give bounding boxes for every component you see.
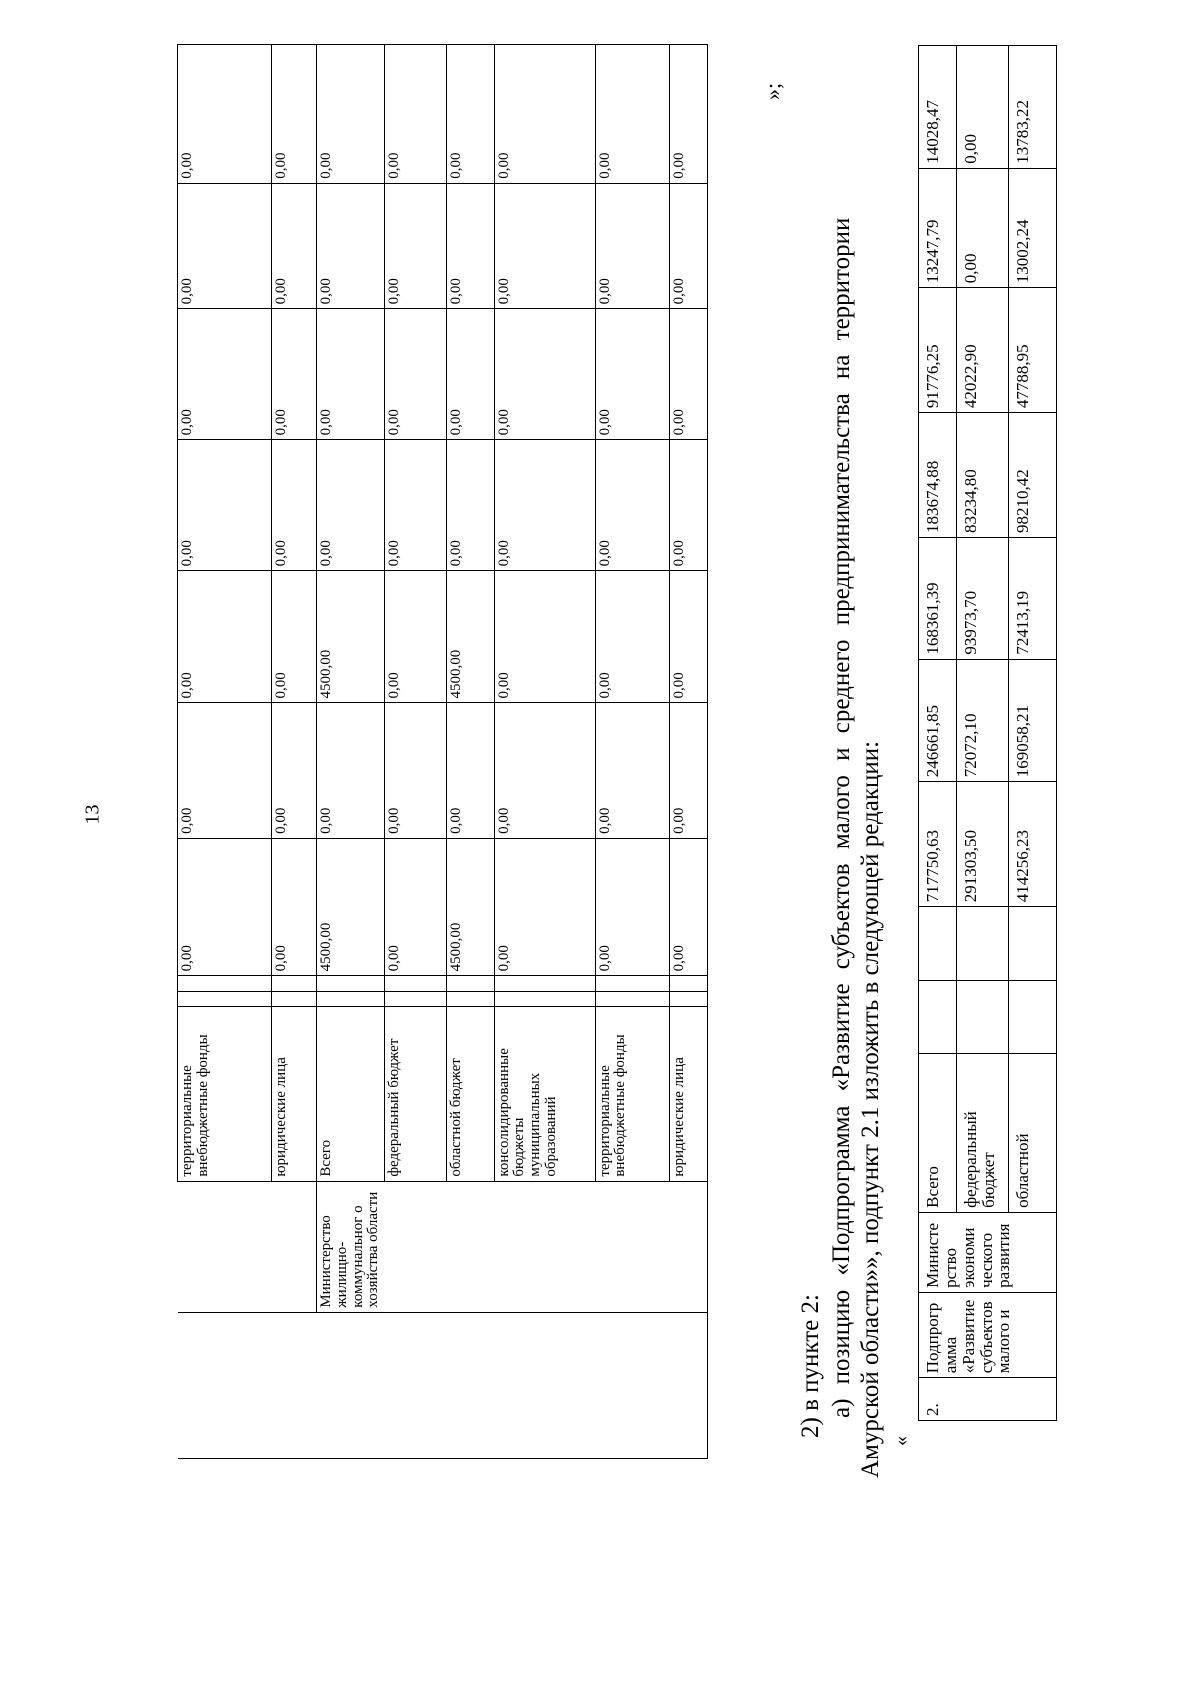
spacer-cell	[595, 991, 669, 1006]
responsible-cell	[595, 1181, 669, 1312]
value-cell: 0,00	[178, 703, 272, 838]
spacer-cell	[494, 976, 595, 991]
value-cell: 0,00	[178, 183, 272, 309]
row-number-cell	[446, 1312, 494, 1458]
value-cell: 14028,47	[919, 46, 957, 169]
value-cell: 0,00	[446, 183, 494, 309]
value-cell: 0,00	[494, 45, 595, 184]
table-row	[317, 45, 385, 1459]
amendment-point: 2) в пункте 2:	[797, 1294, 824, 1438]
funding-source-cell: областной бюджет	[446, 1006, 494, 1181]
row-number-cell	[384, 1312, 446, 1458]
value-cell: 0,00	[446, 440, 494, 571]
funding-source-cell: федеральный бюджет	[957, 1054, 1009, 1213]
value-cell: 0,00	[446, 703, 494, 838]
funding-source-cell: юридические лица	[272, 1006, 317, 1181]
value-cell: 246661,85	[919, 659, 957, 782]
value-cell: 72072,10	[957, 659, 1009, 782]
value-cell: 0,00	[272, 571, 317, 703]
value-cell: 0,00	[317, 440, 385, 571]
value-cell: 0,00	[494, 703, 595, 838]
opening-quote: «	[890, 1436, 912, 1446]
value-cell: 0,00	[317, 183, 385, 309]
value-cell: 0,00	[669, 703, 707, 838]
value-cell: 0,00	[384, 45, 446, 184]
value-cell: 0,00	[384, 309, 446, 440]
value-cell: 0,00	[178, 440, 272, 571]
value-cell: 4500,00	[317, 571, 385, 703]
responsible-cell: Министерство жилищно-коммунальног о хозяйства области	[317, 1181, 385, 1312]
row-number-cell	[272, 1312, 317, 1458]
spacer-cell	[317, 991, 385, 1006]
funding-source-cell: территориальные внебюджетные фонды	[178, 1006, 272, 1181]
empty-cell	[919, 907, 957, 980]
value-cell: 13002,24	[1009, 168, 1057, 287]
spacer-cell	[178, 991, 272, 1006]
value-cell: 168361,39	[919, 537, 957, 659]
spacer-cell	[669, 976, 707, 991]
table-row	[272, 45, 317, 1459]
row-number-cell: 2.	[919, 1378, 1057, 1421]
responsible-cell	[494, 1181, 595, 1312]
value-cell: 0,00	[272, 45, 317, 184]
value-cell: 4500,00	[446, 838, 494, 976]
empty-cell	[919, 980, 957, 1053]
value-cell: 0,00	[595, 183, 669, 309]
spacer-cell	[494, 991, 595, 1006]
value-cell: 183674,88	[919, 413, 957, 538]
value-cell: 0,00	[595, 45, 669, 184]
responsible-cell	[384, 1181, 446, 1312]
spacer-cell	[178, 976, 272, 991]
spacer-cell	[384, 976, 446, 991]
value-cell: 414256,23	[1009, 782, 1057, 907]
responsible-cell	[272, 1181, 317, 1312]
value-cell: 0,00	[317, 45, 385, 184]
value-cell: 42022,90	[957, 288, 1009, 413]
value-cell: 0,00	[595, 309, 669, 440]
funding-source-cell: территориальные внебюджетные фонды	[595, 1006, 669, 1181]
value-cell: 0,00	[494, 838, 595, 976]
row-number-cell	[595, 1312, 669, 1458]
table-row	[595, 45, 669, 1459]
value-cell: 0,00	[669, 183, 707, 309]
spacer-cell	[446, 976, 494, 991]
value-cell: 93973,70	[957, 537, 1009, 659]
value-cell: 0,00	[669, 838, 707, 976]
responsible-cell	[669, 1181, 707, 1312]
table-row	[494, 45, 595, 1459]
value-cell: 0,00	[595, 571, 669, 703]
table-row	[446, 45, 494, 1459]
value-cell: 0,00	[595, 440, 669, 571]
row-number-cell	[317, 1312, 385, 1458]
table-row	[919, 46, 957, 1421]
page-number: 13	[81, 804, 104, 825]
amendment-subpoint: а) позицию «Подпрограмма «Развитие субъектов малого и среднего предпринимательства на территории	[828, 217, 855, 1418]
spacer-cell	[384, 991, 446, 1006]
spacer-cell	[272, 991, 317, 1006]
value-cell: 0,00	[272, 309, 317, 440]
value-cell: 0,00	[957, 168, 1009, 287]
value-cell: 0,00	[669, 440, 707, 571]
value-cell: 0,00	[494, 309, 595, 440]
value-cell: 0,00	[178, 838, 272, 976]
empty-cell	[1009, 980, 1057, 1053]
value-cell: 4500,00	[446, 571, 494, 703]
responsible-cell	[446, 1181, 494, 1312]
table-row	[178, 45, 272, 1459]
funding-source-cell: юридические лица	[669, 1006, 707, 1181]
value-cell: 13783,22	[1009, 46, 1057, 169]
value-cell: 0,00	[317, 703, 385, 838]
value-cell: 72413,19	[1009, 537, 1057, 659]
value-cell: 0,00	[494, 571, 595, 703]
funding-source-cell: областной	[1009, 1054, 1057, 1213]
spacer-cell	[317, 976, 385, 991]
funding-source-cell: Всего	[919, 1054, 957, 1213]
value-cell: 0,00	[384, 571, 446, 703]
value-cell: 0,00	[384, 703, 446, 838]
value-cell: 0,00	[384, 440, 446, 571]
spacer-cell	[595, 976, 669, 991]
value-cell: 83234,80	[957, 413, 1009, 538]
responsible-cell: Министе рство экономи ческого развития	[919, 1212, 1057, 1292]
row-number-cell	[494, 1312, 595, 1458]
value-cell: 0,00	[272, 440, 317, 571]
value-cell: 0,00	[272, 703, 317, 838]
value-cell: 0,00	[446, 45, 494, 184]
value-cell: 169058,21	[1009, 659, 1057, 782]
value-cell: 0,00	[957, 46, 1009, 169]
row-number-cell	[669, 1312, 707, 1458]
closing-quote: »;	[760, 82, 785, 100]
spacer-cell	[446, 991, 494, 1006]
subprogram-name-cell: Подпрогр амма «Развитие субъектов малого и	[919, 1292, 1057, 1377]
value-cell: 0,00	[272, 838, 317, 976]
value-cell: 0,00	[178, 309, 272, 440]
funding-source-cell: федеральный бюджет	[384, 1006, 446, 1181]
value-cell: 0,00	[384, 838, 446, 976]
responsible-cell	[178, 1181, 272, 1312]
value-cell: 0,00	[178, 45, 272, 184]
rotated-page-content	[116, 13, 1084, 1668]
funding-source-cell: консолидированные бюджеты муниципальных образований	[494, 1006, 595, 1181]
funding-source-cell: Всего	[317, 1006, 385, 1181]
value-cell: 0,00	[272, 183, 317, 309]
spacer-cell	[669, 991, 707, 1006]
empty-cell	[1009, 907, 1057, 980]
amendment-subpoint-continuation: Амурской области»», подпункт 2.1 изложить в следующей редакции:	[857, 740, 884, 1478]
value-cell: 0,00	[669, 45, 707, 184]
value-cell: 0,00	[384, 183, 446, 309]
value-cell: 0,00	[178, 571, 272, 703]
table-row	[384, 45, 446, 1459]
spacer-cell	[272, 976, 317, 991]
value-cell: 0,00	[494, 440, 595, 571]
value-cell: 0,00	[595, 838, 669, 976]
funding-table-continued	[177, 44, 708, 1459]
value-cell: 91776,25	[919, 288, 957, 413]
value-cell: 98210,42	[1009, 413, 1057, 538]
empty-cell	[957, 907, 1009, 980]
empty-cell	[957, 980, 1009, 1053]
value-cell: 0,00	[595, 703, 669, 838]
value-cell: 4500,00	[317, 838, 385, 976]
value-cell: 717750,63	[919, 782, 957, 907]
value-cell: 0,00	[317, 309, 385, 440]
value-cell: 0,00	[446, 309, 494, 440]
value-cell: 47788,95	[1009, 288, 1057, 413]
value-cell: 13247,79	[919, 168, 957, 287]
row-number-cell	[178, 1312, 272, 1458]
value-cell: 0,00	[494, 183, 595, 309]
table-row	[669, 45, 707, 1459]
value-cell: 0,00	[669, 309, 707, 440]
subprogram-table	[918, 45, 1057, 1421]
value-cell: 0,00	[669, 571, 707, 703]
value-cell: 291303,50	[957, 782, 1009, 907]
